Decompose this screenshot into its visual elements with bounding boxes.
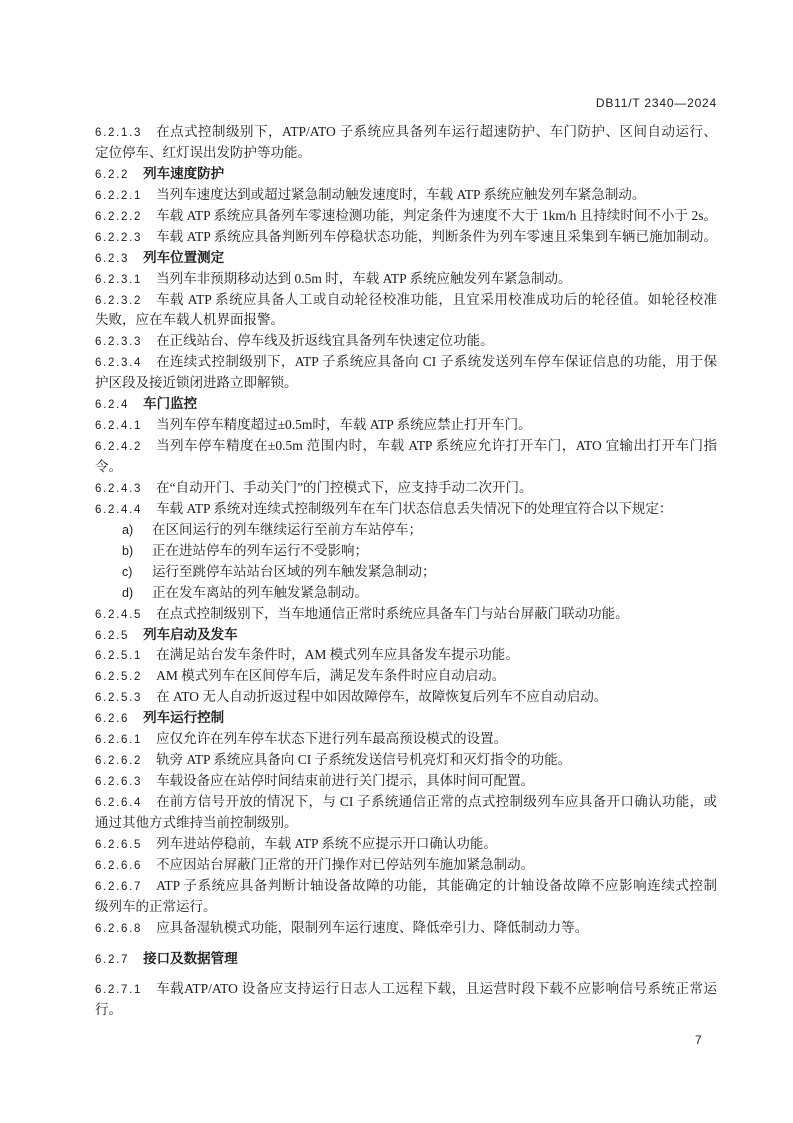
clause-number: 6.2.2.1 <box>95 189 143 202</box>
section-title: 列车速度防护 <box>143 165 225 182</box>
clause-number: 6.2.5.1 <box>95 650 143 663</box>
section-title: 列车位置测定 <box>143 249 225 266</box>
standard-code: DB11/T 2340—2024 <box>595 96 717 110</box>
clause-number: 6.2.3.3 <box>95 336 143 349</box>
clause-number: 6.2.4.3 <box>95 482 143 495</box>
clause-first-line <box>95 352 717 373</box>
clause-text-line: 护区段及接近锁闭进路立即解锁。 <box>95 375 298 391</box>
clause-text-line: 令。 <box>95 459 122 474</box>
clause-text-line: 在满足站台发车条件时，AM 模式列车应具备发车提示功能。 <box>156 647 519 663</box>
clause-number: 6.2.1.3 <box>95 127 143 139</box>
clause-text-line: 当列车非预期移动达到 0.5m 时，车载 ATP 系统应触发列车紧急制动。 <box>156 270 572 286</box>
clause-6-2-6-5 <box>95 834 717 855</box>
section-number: 6.2.3 <box>95 252 130 265</box>
clause-text-line: 不应因站台屏蔽门正常的开门操作对已停站列车施加紧急制动。 <box>156 856 535 872</box>
clause-first-line <box>95 792 717 813</box>
section-heading-6-2-3 <box>95 248 717 269</box>
section-number: 6.2.6 <box>95 713 130 726</box>
clause-text-line: AM 模式列车在区间停车后，满足发车条件时应自动启动。 <box>156 668 506 684</box>
clause-continuation-line <box>95 1000 717 1021</box>
clause-6-2-5-1 <box>95 645 717 666</box>
list-item-text: 正在发车离站的列车触发紧急制动。 <box>152 584 368 600</box>
list-item-label: b) <box>122 543 134 558</box>
clause-6-2-2-1 <box>95 185 717 206</box>
clause-continuation-line <box>95 897 717 918</box>
clause-6-2-4-1 <box>95 415 717 436</box>
section-heading-6-2-4 <box>95 394 717 415</box>
clause-6-2-6-2 <box>95 750 717 771</box>
clause-number: 6.2.3.1 <box>95 273 143 286</box>
clause-first-line <box>95 122 717 143</box>
clause-text-line: ATP 子系统应具备判断计轴设备故障的功能，其能确定的计轴设备故障不应影响连续式控制 <box>156 877 717 893</box>
clause-number: 6.2.4.4 <box>95 503 143 516</box>
list-item-label: a) <box>122 522 134 537</box>
list-item <box>95 541 717 562</box>
section-title: 列车启动及发车 <box>143 626 238 643</box>
list-item <box>95 562 717 583</box>
clause-text-line: 车载设备应在站停时间结束前进行关门提示，具体时间可配置。 <box>156 773 535 789</box>
clause-6-2-4-2 <box>95 436 717 478</box>
clause-first-line <box>95 499 717 520</box>
clause-text-line: 车载 ATP 系统对连续式控制级列车在车门状态信息丢失情况下的处理宜符合以下规定： <box>156 500 673 516</box>
clause-number: 6.2.5.2 <box>95 671 143 684</box>
list-item-label: c) <box>122 564 133 579</box>
clause-number: 6.2.4.2 <box>95 441 143 454</box>
list-item-text: 运行至跳停车站站台区域的列车触发紧急制动； <box>152 563 436 579</box>
clause-6-2-5-3 <box>95 687 717 708</box>
clause-text-line: 应具备湿轨模式功能，限制列车运行速度、降低牵引力、降低制动力等。 <box>156 919 589 935</box>
clause-6-2-7-1 <box>95 979 717 1021</box>
clause-number: 6.2.6.6 <box>95 859 143 872</box>
section-heading-6-2-6 <box>95 708 717 729</box>
clause-number: 6.2.6.2 <box>95 755 143 768</box>
clause-text-line: 级列车的正常运行。 <box>95 898 217 914</box>
clause-continuation-line <box>95 143 717 164</box>
clause-text-line: 在“自动开门、手动关门”的门控模式下，应支持手动二次开门。 <box>156 479 533 495</box>
clause-6-2-3-2 <box>95 290 717 332</box>
clause-6-2-1-3 <box>95 122 717 164</box>
section-title: 列车运行控制 <box>143 710 225 727</box>
clause-first-line <box>95 979 717 1000</box>
clause-text-line: 列车进站停稳前，车载 ATP 系统不应提示开口确认功能。 <box>156 835 497 851</box>
section-title: 车门监控 <box>143 396 198 413</box>
section-number: 6.2.4 <box>95 399 130 412</box>
clause-number: 6.2.5.3 <box>95 692 143 705</box>
list-item-text: 在区间运行的列车继续运行至前方车站停车； <box>152 521 422 537</box>
clause-number: 6.2.3.2 <box>95 294 143 307</box>
clause-continuation-line <box>95 310 717 331</box>
clause-number: 6.2.6.1 <box>95 734 143 747</box>
clause-6-2-3-1 <box>95 269 717 290</box>
clause-number: 6.2.4.5 <box>95 608 143 621</box>
clause-continuation-line <box>95 373 717 394</box>
clause-text-line: 车载 ATP 系统应具备列车零速检测功能，判定条件为速度不大于 1km/h 且持续时间不小于 2s。 <box>156 207 717 223</box>
clause-text-line: 在正线站台、停车线及折返线宜具备列车快速定位功能。 <box>156 333 494 349</box>
section-title: 接口及数据管理 <box>143 951 238 968</box>
clause-number: 6.2.2.3 <box>95 231 143 244</box>
clause-6-2-3-4 <box>95 352 717 394</box>
clause-text-line: 在 ATO 无人自动折返过程中如因故障停车，故障恢复后列车不应自动启动。 <box>156 689 608 705</box>
clause-number: 6.2.6.8 <box>95 922 143 935</box>
section-heading-6-2-7 <box>95 949 717 970</box>
clause-6-2-4-5 <box>95 604 717 625</box>
clause-number: 6.2.6.3 <box>95 776 143 789</box>
clause-6-2-6-8 <box>95 918 717 939</box>
clause-number: 6.2.6.4 <box>95 797 143 809</box>
clause-text-line: 定位停车、红灯误出发防护等功能。 <box>95 144 311 160</box>
clause-6-2-6-3 <box>95 771 717 792</box>
clause-6-2-6-1 <box>95 729 717 750</box>
clause-text-line: 在连续式控制级别下，ATP 子系统应具备向 CI 子系统发送列车停车保证信息的功能，用于保 <box>156 354 717 370</box>
clause-6-2-6-7 <box>95 876 717 918</box>
list-item <box>95 520 717 541</box>
clause-number: 6.2.2.2 <box>95 210 143 223</box>
clause-first-line <box>95 876 717 897</box>
clause-number: 6.2.6.7 <box>95 880 143 893</box>
clause-6-2-6-6 <box>95 855 717 876</box>
clause-text-line: 在前方信号开放的情况下，与 CI 子系统通信正常的点式控制级列车应具备开口确认功能，或 <box>156 794 717 809</box>
list-item-label: d) <box>122 585 134 600</box>
clause-number: 6.2.6.5 <box>95 838 143 851</box>
clause-text-line: 应仅允许在列车停车状态下进行列车最高预设模式的设置。 <box>156 731 508 747</box>
page-number: 7 <box>695 1033 702 1047</box>
clause-6-2-2-3 <box>95 227 717 248</box>
clause-text-line: 当列车停车精度在±0.5m 范围内时，车载 ATP 系统应允许打开车门，ATO 宜输出打开车门指 <box>156 438 717 454</box>
clause-number: 6.2.7.1 <box>95 984 143 996</box>
clause-6-2-6-4 <box>95 792 717 834</box>
clause-6-2-2-2 <box>95 206 717 227</box>
clause-6-2-5-2 <box>95 666 717 687</box>
clause-text-line: 车载 ATP 系统应具备人工或自动轮径校准功能，且宜采用校准成功后的轮径值。如轮径校准 <box>156 291 717 307</box>
clause-first-line <box>95 290 717 311</box>
document-body <box>95 122 717 1021</box>
list-item <box>95 583 717 604</box>
clause-text-line: 通过其他方式维持当前控制级别。 <box>95 814 298 830</box>
section-number: 6.2.7 <box>95 954 130 967</box>
section-heading-6-2-2 <box>95 164 717 185</box>
section-heading-6-2-5 <box>95 625 717 646</box>
clause-6-2-4-4 <box>95 499 717 604</box>
list-item-text: 正在进站停车的列车运行不受影响； <box>152 542 368 558</box>
clause-text-line: 车载ATP/ATO 设备应支持运行日志人工远程下载，且运营时段下载不应影响信号系统正常运 <box>156 981 717 996</box>
clause-text-line: 行。 <box>95 1001 122 1017</box>
clause-6-2-4-3 <box>95 478 717 499</box>
clause-text-line: 在点式控制级别下，当车地通信正常时系统应具备车门与站台屏蔽门联动功能。 <box>156 605 629 621</box>
clause-text-line: 轨旁 ATP 系统应具备向 CI 子系统发送信号机亮灯和灭灯指令的功能。 <box>156 752 572 768</box>
clause-number: 6.2.3.4 <box>95 357 143 370</box>
section-number: 6.2.2 <box>95 168 130 181</box>
clause-text-line: 在点式控制级别下，ATP/ATO 子系统应具备列车运行超速防护、车门防护、区间自动运行、 <box>156 124 717 139</box>
clause-continuation-line <box>95 813 717 834</box>
clause-first-line <box>95 436 717 457</box>
section-number: 6.2.5 <box>95 629 130 642</box>
clause-continuation-line <box>95 457 717 478</box>
clause-text-line: 失败，应在车载人机界面报警。 <box>95 312 284 328</box>
clause-number: 6.2.4.1 <box>95 420 143 433</box>
clause-6-2-3-3 <box>95 331 717 352</box>
clause-text-line: 当列车停车精度超过±0.5m时，车载 ATP 系统应禁止打开车门。 <box>156 417 532 433</box>
clause-text-line: 当列车速度达到或超过紧急制动触发速度时，车载 ATP 系统应触发列车紧急制动。 <box>156 186 646 202</box>
clause-text-line: 车载 ATP 系统应具备判断列车停稳状态功能，判断条件为列车零速且采集到车辆已施加制动。 <box>156 228 717 244</box>
